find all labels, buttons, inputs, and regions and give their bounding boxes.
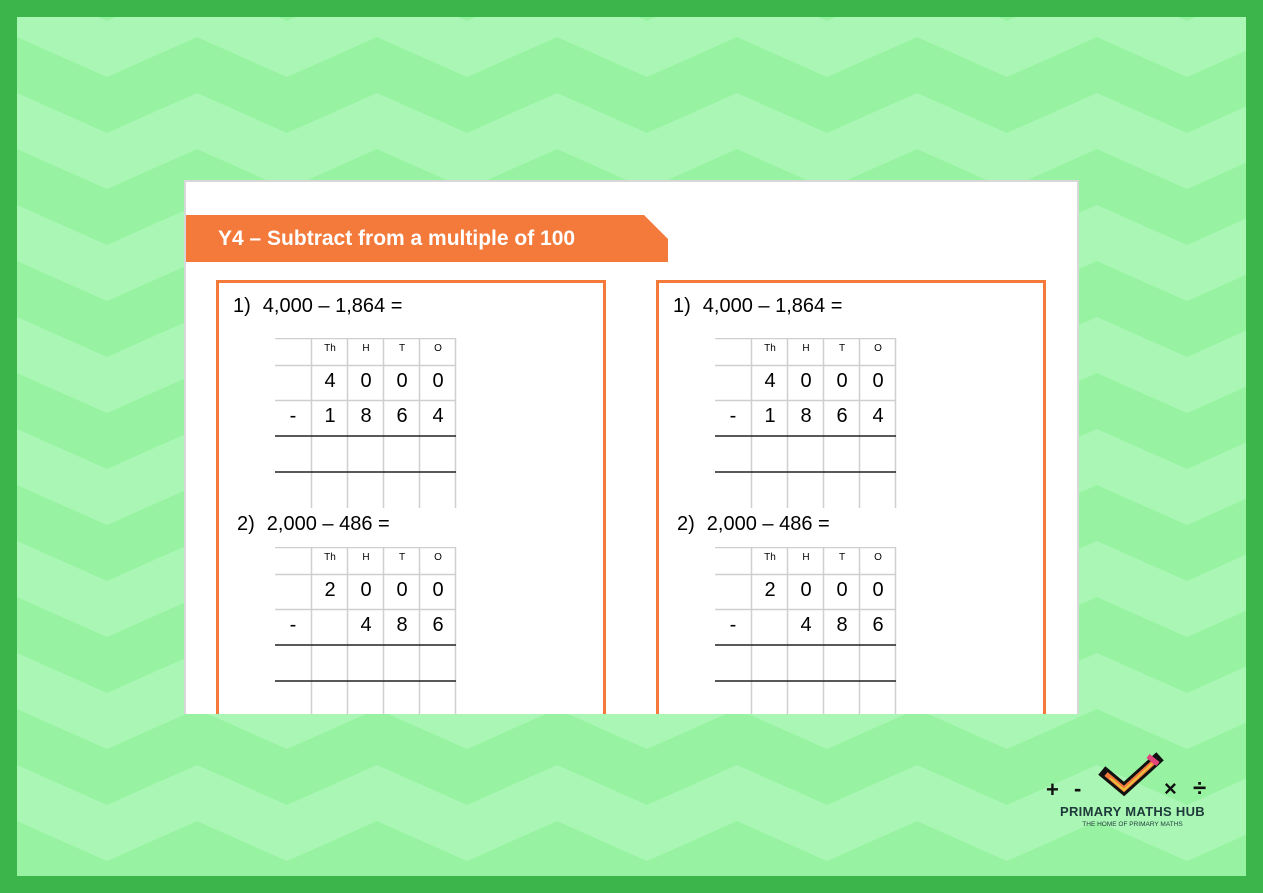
minuend-digit: 0 [872,370,884,392]
subtrahend-digit: 1 [764,405,776,427]
column-header: T [838,343,846,354]
column-header: T [838,552,846,563]
subtrahend-digit: 4 [360,614,372,636]
subtrahend-digit: 4 [432,405,444,427]
question-1-label [673,295,842,318]
worksheet-panel-left [216,280,606,714]
minuend-digit: 0 [432,370,444,392]
minuend-digit: 0 [360,579,372,601]
minuend-digit: 2 [324,579,336,601]
plus-sign-icon: + [1046,777,1059,802]
column-header: H [802,552,810,563]
worksheet-panel-right [656,280,1046,714]
column-header: O [874,552,882,563]
column-header: O [874,343,882,354]
divide-sign-icon: ÷ [1193,775,1207,802]
minuend-digit: 0 [800,370,812,392]
check-mark-icon [1040,752,1225,804]
question-expression: 4,000 – 1,864 = [262,295,403,317]
worksheet-title: Y4 – Subtract from a multiple of 100 [218,227,576,250]
multiply-sign-icon: × [1164,776,1177,801]
place-value-grid [275,547,457,714]
logo-tagline: THE HOME OF PRIMARY MATHS [1082,821,1183,828]
minuend-digit: 2 [764,579,776,601]
subtrahend-digit: 6 [396,405,408,427]
minuend-digit: 4 [764,370,776,392]
question-expression: 2,000 – 486 = [266,513,390,535]
question-number: 1) [673,295,691,317]
minuend-digit: 0 [800,579,812,601]
column-header: H [362,343,370,354]
place-value-grid [275,338,457,508]
minuend-digit: 0 [872,579,884,601]
minus-sign-icon: - [1074,776,1082,801]
minuend-digit: 0 [432,579,444,601]
question-2-label [237,513,390,536]
question-2-label [677,513,830,536]
question-number: 2) [237,513,255,535]
logo-name: PRIMARY MATHS HUB [1060,804,1205,819]
subtrahend-digit: 6 [872,614,884,636]
minus-operator: - [289,405,297,427]
subtrahend-digit: 6 [836,405,848,427]
column-header: O [434,343,442,354]
place-value-grid [715,547,897,714]
column-header: Th [764,552,776,563]
question-1-label [233,295,402,318]
column-header: Th [764,343,776,354]
subtrahend-digit: 6 [432,614,444,636]
minus-operator: - [289,614,297,636]
minuend-digit: 0 [396,579,408,601]
title-banner [186,215,668,262]
question-number: 2) [677,513,695,535]
column-header: H [362,552,370,563]
column-header: Th [324,552,336,563]
question-expression: 4,000 – 1,864 = [702,295,843,317]
minuend-digit: 4 [324,370,336,392]
minuend-digit: 0 [396,370,408,392]
question-number: 1) [233,295,251,317]
subtrahend-digit: 8 [360,405,372,427]
column-header: T [398,343,406,354]
column-header: O [434,552,442,563]
question-expression: 2,000 – 486 = [706,513,830,535]
subtrahend-digit: 4 [872,405,884,427]
subtrahend-digit: 8 [396,614,408,636]
subtrahend-digit: 1 [324,405,336,427]
column-header: Th [324,343,336,354]
primary-maths-hub-logo [1040,752,1225,832]
minuend-digit: 0 [836,370,848,392]
minuend-digit: 0 [360,370,372,392]
column-header: T [398,552,406,563]
subtrahend-digit: 8 [836,614,848,636]
minus-operator: - [729,614,737,636]
column-header: H [802,343,810,354]
subtrahend-digit: 8 [800,405,812,427]
subtrahend-digit: 4 [800,614,812,636]
worksheet-preview [184,180,1079,714]
minuend-digit: 0 [836,579,848,601]
place-value-grid [715,338,897,508]
minus-operator: - [729,405,737,427]
